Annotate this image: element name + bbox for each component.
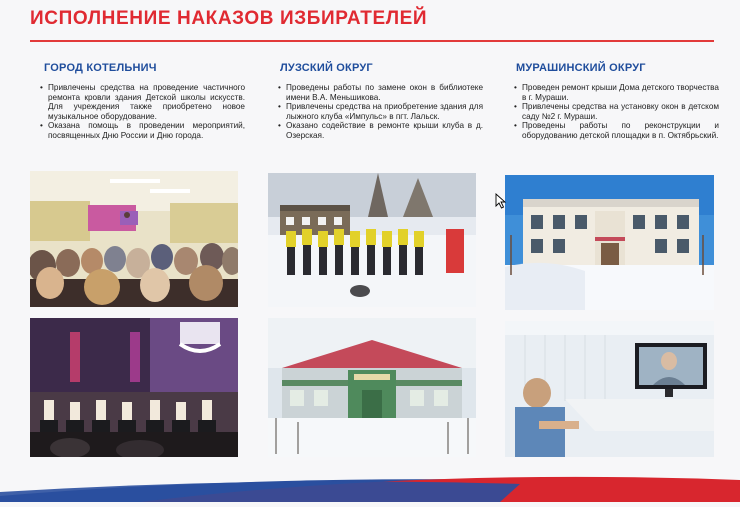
concert-hall-audience-photo — [30, 171, 238, 307]
list-item: • Оказано содействие в ремонте крыши клуба в д. Озерская. — [278, 121, 483, 140]
footer-decoration — [0, 462, 740, 502]
column-luza — [268, 62, 483, 141]
music-ensemble-stage-photo — [30, 318, 238, 457]
column-heading: МУРАШИНСКИЙ ОКРУГ — [516, 62, 646, 74]
column-heading: ГОРОД КОТЕЛЬНИЧ — [44, 62, 157, 74]
list-item: • Проведены работы по реконструкции и оборудованию детской площадки в п. Октябрьский. — [514, 121, 719, 140]
village-club-building-photo — [268, 318, 476, 457]
column-heading: ЛУЗСКИЙ ОКРУГ — [280, 62, 373, 74]
bullet-list — [268, 83, 483, 141]
mouse-cursor-icon — [495, 193, 507, 209]
house-of-creativity-building-photo — [505, 175, 714, 310]
list-item: • Проведен ремонт крыши Дома детского творчества в г. Мураши. — [514, 83, 719, 102]
list-item: • Проведены работы по замене окон в библиотеке имени В.А. Меньшикова. — [278, 83, 483, 102]
list-item: • Оказана помощь в проведении мероприятий, посвященных Дню России и Дню города. — [40, 121, 245, 140]
column-murashi — [504, 62, 719, 141]
page-title: ИСПОЛНЕНИЕ НАКАЗОВ ИЗБИРАТЕЛЕЙ — [30, 8, 428, 29]
ski-club-team-photo — [268, 173, 476, 307]
column-kotelnich — [30, 62, 245, 141]
list-item: • Привлечены средства на проведение частичного ремонта кровли здания Детской школы искусств. Для учреждения также приобретено новое музыкальное оборудование. — [40, 83, 245, 121]
list-item: • Привлечены средства на приобретение здания для лыжного клуба «Импульс» в пгт. Лальск. — [278, 102, 483, 121]
bullet-list — [30, 83, 245, 141]
bullet-list — [504, 83, 719, 141]
title-divider — [30, 40, 714, 42]
video-conference-meeting-photo — [505, 321, 714, 457]
list-item: • Привлечены средства на установку окон в детском саду №2 г. Мураши. — [514, 102, 719, 121]
